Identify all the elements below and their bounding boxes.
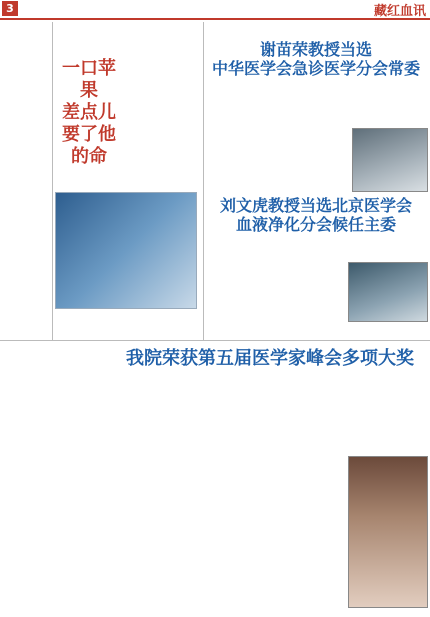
- portrait-photo: [348, 262, 428, 322]
- award-photo: [348, 456, 428, 608]
- headline-line: 谢苗荣教授当选: [259, 40, 372, 59]
- portrait-photo: [352, 128, 428, 192]
- headline-line: 差点儿: [62, 102, 116, 123]
- section-divider: [0, 340, 430, 341]
- bottom-story: [55, 372, 343, 612]
- page-header: [0, 0, 430, 20]
- headline-line: 血液净化分会候任主委: [235, 215, 396, 234]
- column-divider: [203, 22, 204, 340]
- headline-bottom: 我院荣获第五届医学家峰会多项大奖: [126, 348, 414, 369]
- middle-story: [206, 238, 344, 338]
- headline-middle: [206, 196, 426, 234]
- headline-left: [55, 58, 123, 167]
- headline-top: [206, 40, 426, 78]
- page-number: 3: [2, 1, 18, 16]
- headline-line: 要了他的命: [62, 124, 116, 167]
- masthead: 藏红血讯: [373, 4, 426, 19]
- left-story-intro: [55, 24, 200, 54]
- headline-line: 一口苹果: [62, 58, 116, 101]
- left-column: [2, 24, 50, 340]
- headline-line: 刘文虎教授当选北京医学会: [219, 196, 412, 215]
- headline-line: 中华医学会急诊医学分会常委: [211, 59, 420, 78]
- surgery-photo: [55, 192, 197, 309]
- column-divider: [52, 22, 53, 340]
- top-story: [206, 84, 348, 184]
